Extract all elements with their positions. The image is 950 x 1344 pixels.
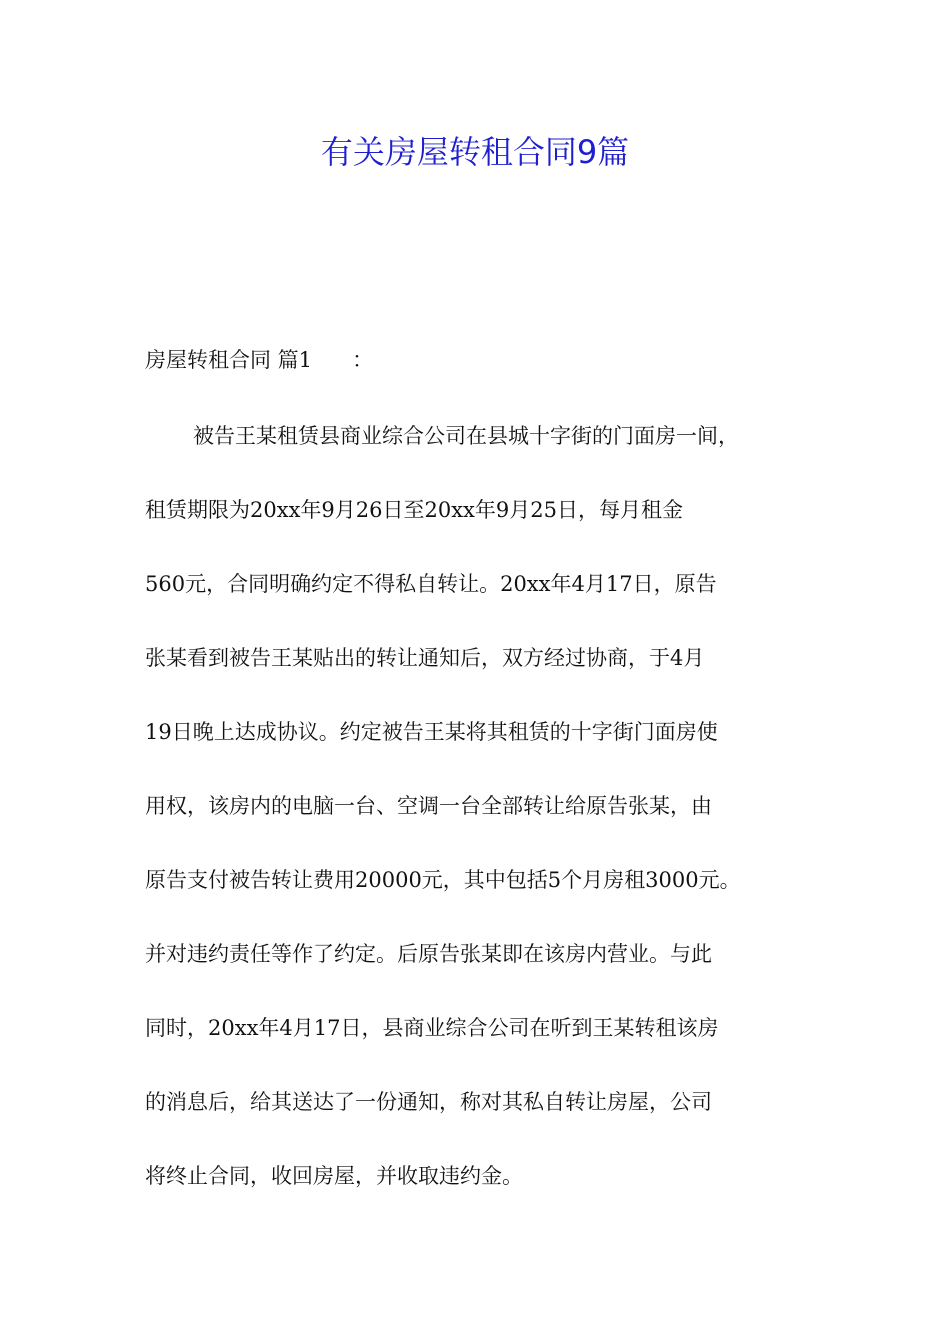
body-line: 租赁期限为20xx年9月26日至20xx年9月25日，每月租金 <box>145 498 683 522</box>
body-line: 并对违约责任等作了约定。后原告张某即在该房内营业。与此 <box>145 942 712 966</box>
body-line: 同时，20xx年4月17日，县商业综合公司在听到王某转租该房 <box>145 1016 719 1040</box>
section-heading: 房屋转租合同 篇1 ： <box>145 348 374 372</box>
body-line: 被告王某租赁县商业综合公司在县城十字街的门面房一间， <box>193 424 739 448</box>
document-title: 有关房屋转租合同9篇 <box>320 133 630 171</box>
body-line: 原告支付被告转让费用20000元，其中包括5个月房租3000元。 <box>145 868 741 892</box>
body-line: 将终止合同，收回房屋，并收取违约金。 <box>145 1164 523 1188</box>
body-line: 19日晚上达成协议。约定被告王某将其租赁的十字街门面房使 <box>145 720 718 744</box>
body-line: 用权，该房内的电脑一台、空调一台全部转让给原告张某，由 <box>145 794 712 818</box>
body-line: 560元，合同明确约定不得私自转让。20xx年4月17日，原告 <box>145 572 717 596</box>
body-line: 张某看到被告王某贴出的转让通知后，双方经过协商，于4月 <box>145 646 705 670</box>
body-line: 的消息后，给其送达了一份通知，称对其私自转让房屋，公司 <box>145 1090 712 1114</box>
